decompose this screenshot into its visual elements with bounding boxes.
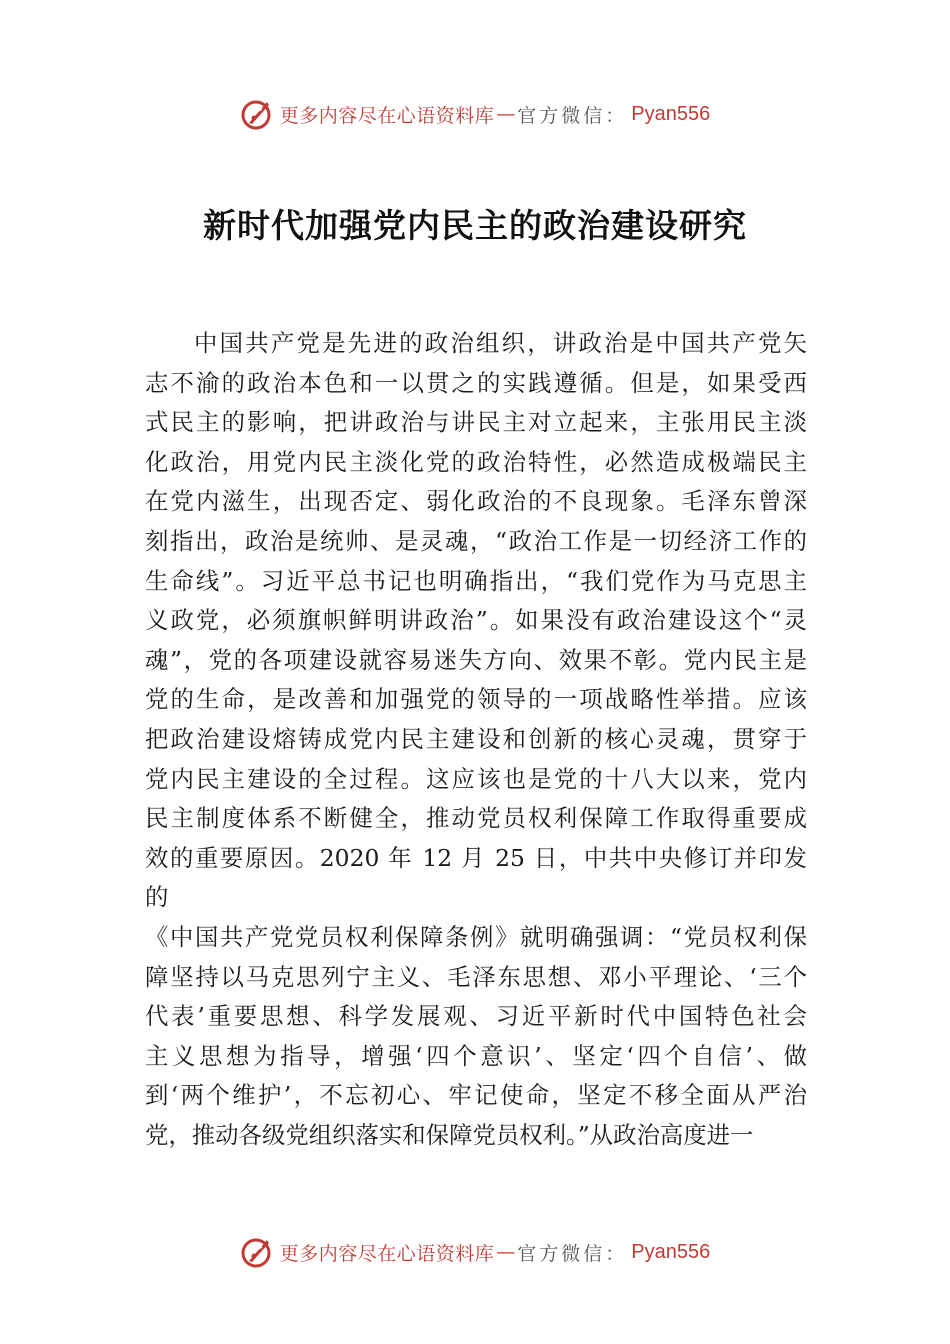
- body-line: 到‘两个维护’，不忘初心、牢记使命，坚定不移全面从严治: [145, 1081, 807, 1110]
- wechat-account: Pyan556: [631, 102, 711, 125]
- body-line: 党，推动各级党组织落实和保障党员权利。”从政治高度进一: [145, 1120, 754, 1149]
- quill-seal-logo-icon: [240, 97, 274, 131]
- banner-text: 更多内容尽在心语资料库: [279, 1242, 495, 1265]
- article-body: [145, 324, 807, 1155]
- body-line: 障坚持以马克思列宁主义、毛泽东思想、邓小平理论、‘三个: [145, 962, 807, 991]
- body-line: 《中国共产党党员权利保障条例》就明确强调：“党员权利保: [145, 922, 807, 951]
- body-line: 中国共产党是先进的政治组织，讲政治是中国共产党矢: [194, 329, 807, 357]
- body-line: 魂”，党的各项建设就容易迷失方向、效果不彰。党内民主是: [145, 645, 807, 674]
- wechat-label: 官方微信：: [517, 104, 628, 127]
- body-line: 代表’重要思想、科学发展观、习近平新时代中国特色社会: [145, 1002, 807, 1031]
- body-line: 式民主的影响，把讲政治与讲民主对立起来，主张用民主淡: [145, 408, 807, 437]
- body-line: 效的重要原因。2020 年 12 月 25 日，中共中央修订并印发: [145, 843, 807, 872]
- body-line: 义政党，必须旗帜鲜明讲政治”。如果没有政治建设这个“灵: [145, 606, 807, 635]
- body-line: 刻指出，政治是统帅、是灵魂，“政治工作是一切经济工作的: [145, 526, 807, 555]
- body-line: 民主制度体系不断健全，推动党员权利保障工作取得重要成: [145, 804, 807, 833]
- body-line: 在党内滋生，出现否定、弱化政治的不良现象。毛泽东曾深: [145, 487, 807, 516]
- body-line: 志不渝的政治本色和一以贯之的实践遵循。但是，如果受西: [145, 368, 807, 397]
- body-line: 生命线”。习近平总书记也明确指出，“我们党作为马克思主: [145, 566, 807, 595]
- header-banner: [0, 94, 950, 134]
- wechat-account: Pyan556: [631, 1240, 711, 1263]
- body-line: 的: [145, 883, 169, 912]
- banner-text: 更多内容尽在心语资料库: [279, 104, 495, 127]
- banner-separator: —: [496, 1241, 516, 1263]
- body-line: 党内民主建设的全过程。这应该也是党的十八大以来，党内: [145, 764, 807, 793]
- page-title: 新时代加强党内民主的政治建设研究: [203, 206, 747, 245]
- quill-seal-logo-icon: [240, 1235, 274, 1269]
- body-line: 把政治建设熔铸成党内民主建设和创新的核心灵魂，贯穿于: [145, 724, 807, 753]
- banner-separator: —: [496, 103, 516, 125]
- body-line: 主义思想为指导，增强‘四个意识’、坚定‘四个自信’、做: [145, 1041, 807, 1070]
- body-line: 化政治，用党内民主淡化党的政治特性，必然造成极端民主: [145, 447, 807, 476]
- wechat-label: 官方微信：: [517, 1242, 628, 1265]
- body-line: 党的生命，是改善和加强党的领导的一项战略性举措。应该: [145, 685, 807, 714]
- footer-banner: [0, 1232, 950, 1272]
